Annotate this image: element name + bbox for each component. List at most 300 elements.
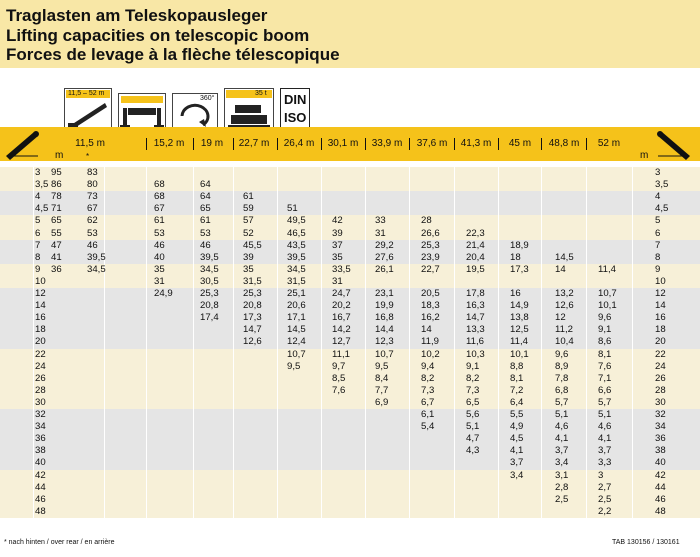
- capacity-cell: 62: [87, 215, 98, 227]
- capacity-cell: 14,9: [510, 300, 529, 312]
- capacity-cell: 11,2: [555, 324, 573, 336]
- capacity-cell: 9,6: [598, 312, 612, 324]
- radius-cell: 20: [35, 336, 46, 348]
- capacity-cell: 31: [375, 227, 386, 239]
- header-separator: [541, 138, 542, 150]
- capacity-cell: 46: [87, 239, 98, 251]
- capacity-cell: 35: [243, 263, 254, 275]
- capacity-cell: 4,6: [598, 421, 612, 433]
- capacity-cell: 8,9: [555, 360, 569, 372]
- capacity-cell: 30,5: [200, 275, 219, 287]
- capacity-cell: 46: [154, 239, 165, 251]
- capacity-cell: 67: [87, 203, 98, 215]
- header-separator: [146, 138, 147, 150]
- radius-cell-right: 12: [655, 288, 666, 299]
- header-separator: [586, 138, 587, 150]
- capacity-cell: 14,5: [287, 324, 306, 336]
- radius-cell: 42: [35, 469, 46, 481]
- capacity-cell: 11,9: [421, 336, 439, 348]
- capacity-cell: 36: [51, 263, 62, 275]
- capacity-cell: 7,6: [598, 360, 612, 372]
- capacity-cell: 18: [510, 251, 521, 263]
- capacity-cell: 53: [154, 227, 165, 239]
- capacity-cell: 80: [87, 179, 98, 191]
- capacity-cell: 9,5: [287, 360, 301, 372]
- boom-length-header: 15,2 m: [153, 138, 185, 149]
- radius-cell: 4: [35, 191, 41, 203]
- counterweight-label: 35 t: [255, 90, 267, 97]
- boom-range-icon: [64, 88, 112, 132]
- row-band: [0, 349, 700, 410]
- capacity-cell: 20,2: [332, 300, 351, 312]
- radius-cell-right: 38: [655, 445, 666, 457]
- radius-cell: 16: [35, 312, 46, 324]
- radius-cell-right: 14: [655, 300, 666, 312]
- capacity-cell: 61: [200, 215, 211, 227]
- capacity-cell: 64: [200, 179, 211, 191]
- column-separator: [233, 167, 234, 518]
- capacity-cell: 29,2: [375, 239, 394, 251]
- radius-cell: 38: [35, 445, 46, 457]
- capacity-cell: 26,6: [421, 227, 440, 239]
- capacity-cell: 3,7: [598, 445, 612, 457]
- boom-length-header: 37,6 m: [416, 138, 448, 149]
- capacity-cell: 31,5: [243, 275, 262, 287]
- capacity-cell: 12,7: [332, 336, 351, 348]
- capacity-cell: 45,5: [243, 239, 262, 251]
- title-french: Forces de levage à la flèche télescopique: [6, 45, 340, 64]
- radius-cell-right: 24: [655, 360, 666, 372]
- radius-cell: 24: [35, 360, 46, 372]
- capacity-cell: 12,5: [510, 324, 529, 336]
- header-separator: [498, 138, 499, 150]
- capacity-cell: 9,1: [466, 360, 480, 372]
- capacity-cell: 25,3: [243, 288, 262, 299]
- header-separator: [454, 138, 455, 150]
- column-separator: [541, 167, 542, 518]
- capacity-cell: 14,5: [555, 251, 574, 263]
- capacity-cell: 10,1: [598, 300, 617, 312]
- radius-cell-right: 18: [655, 324, 666, 336]
- radius-cell: 8: [35, 251, 41, 263]
- capacity-cell: 34,5: [200, 263, 219, 275]
- radius-cell-right: 3: [655, 167, 661, 178]
- radius-cell: 40: [35, 457, 46, 469]
- capacity-cell: 23,9: [421, 251, 440, 263]
- capacity-cell: 4,7: [466, 433, 480, 445]
- radius-cell: 44: [35, 481, 46, 493]
- radius-cell-right: 42: [655, 469, 666, 481]
- capacity-cell: 5,1: [466, 421, 480, 433]
- capacity-cell: 20,6: [287, 300, 306, 312]
- capacity-cell: 41: [51, 251, 62, 263]
- row-band: [0, 215, 700, 239]
- capacity-cell: 23,1: [375, 288, 394, 299]
- capacity-cell: 9,6: [555, 348, 569, 360]
- capacity-cell: 13,3: [466, 324, 485, 336]
- capacity-cell: 86: [51, 179, 62, 191]
- column-separator: [454, 167, 455, 518]
- capacity-cell: 7,6: [332, 384, 346, 396]
- radius-cell-right: 10: [655, 275, 666, 287]
- rotation-label: 360°: [200, 95, 215, 102]
- capacity-cell: 34,5: [287, 263, 306, 275]
- capacity-cell: 17,1: [287, 312, 306, 324]
- boom-length-header: 48,8 m: [548, 138, 580, 149]
- capacity-cell: 14,2: [332, 324, 351, 336]
- capacity-cell: 8,2: [421, 372, 435, 384]
- capacity-cell: 83: [87, 167, 98, 178]
- capacity-cell: 5,1: [598, 409, 612, 420]
- capacity-cell: 10,7: [375, 348, 394, 360]
- capacity-cell: 6,1: [421, 409, 435, 420]
- radius-cell: 14: [35, 300, 46, 312]
- capacity-cell: 53: [200, 227, 211, 239]
- capacity-cell: 4,9: [510, 421, 524, 433]
- capacity-cell: 3,4: [510, 469, 524, 481]
- radius-cell: 4,5: [35, 203, 49, 215]
- radius-cell-right: 4,5: [655, 203, 669, 215]
- radius-cell-right: 9: [655, 263, 661, 275]
- column-separator: [365, 167, 366, 518]
- capacity-cell: 68: [154, 179, 165, 191]
- capacity-cell: 43,5: [287, 239, 306, 251]
- capacity-cell: 16,8: [375, 312, 394, 324]
- capacity-cell: 46: [200, 239, 211, 251]
- radius-cell: 10: [35, 275, 46, 287]
- capacity-cell: 4,1: [598, 433, 612, 445]
- capacity-cell: 8,6: [598, 336, 612, 348]
- radius-cell: 12: [35, 288, 46, 299]
- header-separator: [193, 138, 194, 150]
- row-band: [0, 191, 700, 215]
- column-separator: [104, 167, 105, 518]
- capacity-cell: 35: [154, 263, 165, 275]
- capacity-cell: 46,5: [287, 227, 306, 239]
- column-separator: [498, 167, 499, 518]
- capacity-cell: 65: [51, 215, 62, 227]
- title-band: [0, 0, 700, 68]
- radius-cell-right: 32: [655, 409, 666, 420]
- header-separator: [409, 138, 410, 150]
- capacity-cell: 55: [51, 227, 62, 239]
- column-separator: [277, 167, 278, 518]
- boom-length-header: 52 m: [597, 138, 621, 149]
- radius-cell-right: 36: [655, 433, 666, 445]
- capacity-cell: 18,3: [421, 300, 440, 312]
- capacity-cell: 12,6: [555, 300, 574, 312]
- header-separator: [233, 138, 234, 150]
- capacity-cell: 16: [510, 288, 521, 299]
- capacity-cell: 12: [555, 312, 566, 324]
- boom-length-header: 45 m: [508, 138, 532, 149]
- radius-cell-right: 34: [655, 421, 666, 433]
- capacity-cell: 11,1: [332, 348, 350, 360]
- capacity-cell: 14,4: [375, 324, 394, 336]
- radius-cell-right: 8: [655, 251, 661, 263]
- radius-cell-right: 3,5: [655, 179, 669, 191]
- capacity-cell: 53: [87, 227, 98, 239]
- capacity-cell: 26,1: [375, 263, 394, 275]
- capacity-cell: 17,3: [243, 312, 262, 324]
- capacity-cell: 49,5: [287, 215, 306, 227]
- capacity-cell: 5,4: [421, 421, 435, 433]
- capacity-cell: 39,5: [87, 251, 106, 263]
- radius-cell: 3: [35, 167, 41, 178]
- boom-radius-icon-left: [4, 128, 44, 160]
- capacity-cell: 6,6: [598, 384, 612, 396]
- capacity-cell: 12,3: [375, 336, 394, 348]
- capacity-cell: 20,4: [466, 251, 485, 263]
- radius-cell-right: 48: [655, 505, 666, 517]
- radius-cell: 18: [35, 324, 46, 336]
- radius-cell: 28: [35, 384, 46, 396]
- capacity-cell: 14: [555, 263, 566, 275]
- radius-cell: 48: [35, 505, 46, 517]
- title-german: Traglasten am Teleskopausleger: [6, 6, 268, 25]
- capacity-cell: 13,2: [555, 288, 574, 299]
- capacity-cell: 5,1: [555, 409, 569, 420]
- capacity-cell: 21,4: [466, 239, 485, 251]
- radius-cell-right: 28: [655, 384, 666, 396]
- radius-cell: 6: [35, 227, 41, 239]
- capacity-cell: 8,5: [332, 372, 346, 384]
- radius-cell-right: 46: [655, 493, 666, 505]
- footer-note: * nach hinten / over rear / en arrière: [4, 539, 115, 546]
- header-separator: [321, 138, 322, 150]
- radius-cell: 9: [35, 263, 41, 275]
- radius-cell-right: 44: [655, 481, 666, 493]
- radius-cell: 22: [35, 348, 46, 360]
- counterweight-icon: [224, 88, 274, 132]
- column-separator: [409, 167, 410, 518]
- capacity-cell: 9,5: [375, 360, 389, 372]
- capacity-cell: 25,3: [200, 288, 219, 299]
- capacity-cell: 10,2: [421, 348, 440, 360]
- capacity-cell: 73: [87, 191, 98, 203]
- capacity-cell: 2,8: [555, 481, 569, 493]
- capacity-cell: 16,7: [332, 312, 351, 324]
- din-iso-badge: [280, 88, 310, 132]
- capacity-cell: 3: [598, 469, 604, 481]
- unit-left: m: [55, 150, 64, 161]
- capacity-cell: 7,8: [555, 372, 569, 384]
- capacity-cell: 14,7: [466, 312, 485, 324]
- boom-length-header: 11,5 m: [75, 138, 105, 149]
- capacity-cell: 31: [154, 275, 165, 287]
- capacity-cell: 5,7: [598, 396, 612, 408]
- header-separator: [365, 138, 366, 150]
- capacity-cell: 22,3: [466, 227, 485, 239]
- capacity-cell: 8,1: [510, 372, 524, 384]
- capacity-cell: 57: [243, 215, 254, 227]
- iso-label: ISO: [284, 110, 307, 125]
- row-band: [0, 167, 700, 191]
- radius-cell-right: 6: [655, 227, 661, 239]
- radius-cell-right: 22: [655, 348, 666, 360]
- capacity-cell: 17,4: [200, 312, 219, 324]
- capacity-cell: 10,3: [466, 348, 485, 360]
- capacity-cell: 4,1: [510, 445, 524, 457]
- capacity-cell: 31: [332, 275, 343, 287]
- capacity-cell: 22,7: [421, 263, 440, 275]
- capacity-cell: 3,1: [555, 469, 569, 481]
- capacity-cell: 7,7: [375, 384, 389, 396]
- column-separator: [193, 167, 194, 518]
- capacity-cell: 17,8: [466, 288, 485, 299]
- capacity-cell: 27,6: [375, 251, 394, 263]
- capacity-cell: 8,8: [510, 360, 524, 372]
- capacity-cell: 42: [332, 215, 343, 227]
- radius-cell: 7: [35, 239, 41, 251]
- capacity-cell: 12,6: [243, 336, 262, 348]
- radius-cell-right: 30: [655, 396, 666, 408]
- radius-cell-right: 4: [655, 191, 661, 203]
- capacity-cell: 4,3: [466, 445, 480, 457]
- header-separator: [277, 138, 278, 150]
- capacity-cell: 40: [154, 251, 165, 263]
- capacity-cell: 10,4: [555, 336, 574, 348]
- row-band: [0, 470, 700, 518]
- radius-cell: 30: [35, 396, 46, 408]
- capacity-cell: 19,5: [466, 263, 485, 275]
- radius-cell-right: 16: [655, 312, 666, 324]
- capacity-cell: 67: [154, 203, 165, 215]
- capacity-cell: 65: [200, 203, 211, 215]
- capacity-cell: 39: [332, 227, 343, 239]
- capacity-cell: 6,8: [555, 384, 569, 396]
- boom-length-header: 30,1 m: [327, 138, 359, 149]
- capacity-cell: 33,5: [332, 263, 351, 275]
- unit-right: m: [640, 150, 649, 161]
- capacity-cell: 24,9: [154, 288, 173, 299]
- capacity-cell: 16,3: [466, 300, 485, 312]
- capacity-cell: 5,5: [510, 409, 524, 420]
- capacity-cell: 34,5: [87, 263, 106, 275]
- capacity-cell: 8,1: [598, 348, 612, 360]
- boom-length-header: 19 m: [200, 138, 224, 149]
- capacity-cell: 4,6: [555, 421, 569, 433]
- capacity-cell: 3,7: [510, 457, 524, 469]
- column-separator: [632, 167, 633, 518]
- title-english: Lifting capacities on telescopic boom: [6, 26, 310, 45]
- capacity-cell: 6,9: [375, 396, 389, 408]
- capacity-cell: 6,7: [421, 396, 435, 408]
- asterisk-mark: *: [86, 152, 90, 161]
- radius-cell: 26: [35, 372, 46, 384]
- radius-cell: 36: [35, 433, 46, 445]
- capacity-cell: 35: [332, 251, 343, 263]
- capacity-cell: 6,4: [510, 396, 524, 408]
- capacity-cell: 51: [287, 203, 298, 215]
- radius-cell: 34: [35, 421, 46, 433]
- capacity-cell: 24,7: [332, 288, 351, 299]
- capacity-cell: 61: [243, 191, 254, 203]
- boom-length-header: 22,7 m: [238, 138, 270, 149]
- column-separator: [146, 167, 147, 518]
- capacity-cell: 10,7: [598, 288, 617, 299]
- radius-cell-right: 7: [655, 239, 661, 251]
- capacity-cell: 9,4: [421, 360, 435, 372]
- capacity-cell: 7,1: [598, 372, 612, 384]
- capacity-cell: 12,4: [287, 336, 306, 348]
- boom-length-header: 33,9 m: [371, 138, 403, 149]
- capacity-cell: 2,5: [598, 493, 612, 505]
- capacity-cell: 8,4: [375, 372, 389, 384]
- radius-cell: 3,5: [35, 179, 49, 191]
- capacity-cell: 59: [243, 203, 254, 215]
- capacity-cell: 52: [243, 227, 254, 239]
- capacity-cell: 8,2: [466, 372, 480, 384]
- capacity-cell: 11,4: [598, 263, 616, 275]
- capacity-cell: 28: [421, 215, 432, 227]
- column-separator: [321, 167, 322, 518]
- capacity-cell: 25,3: [421, 239, 440, 251]
- capacity-cell: 39,5: [200, 251, 219, 263]
- capacity-cell: 47: [51, 239, 62, 251]
- capacity-cell: 5,7: [555, 396, 569, 408]
- capacity-cell: 5,6: [466, 409, 480, 420]
- capacity-cell: 10,7: [287, 348, 306, 360]
- radius-cell-right: 20: [655, 336, 666, 348]
- radius-cell-right: 40: [655, 457, 666, 469]
- capacity-cell: 71: [51, 203, 62, 215]
- capacity-cell: 2,5: [555, 493, 569, 505]
- table-reference: TAB 130156 / 130161: [612, 539, 680, 546]
- capacity-cell: 64: [200, 191, 211, 203]
- capacity-cell: 11,4: [510, 336, 528, 348]
- capacity-cell: 3,7: [555, 445, 569, 457]
- capacity-cell: 10,1: [510, 348, 529, 360]
- capacity-cell: 4,5: [510, 433, 524, 445]
- capacity-cell: 20,5: [421, 288, 440, 299]
- capacity-cell: 13,8: [510, 312, 529, 324]
- capacity-cell: 11,6: [466, 336, 484, 348]
- capacity-cell: 3,3: [598, 457, 612, 469]
- capacity-cell: 2,2: [598, 505, 612, 517]
- capacity-cell: 4,1: [555, 433, 569, 445]
- capacity-cell: 61: [154, 215, 165, 227]
- capacity-cell: 20,8: [243, 300, 262, 312]
- capacity-cell: 20,8: [200, 300, 219, 312]
- radius-cell-right: 26: [655, 372, 666, 384]
- capacity-cell: 7,2: [510, 384, 524, 396]
- boom-length-header: 26,4 m: [283, 138, 315, 149]
- capacity-cell: 39,5: [287, 251, 306, 263]
- capacity-cell: 39: [243, 251, 254, 263]
- capacity-cell: 14,7: [243, 324, 262, 336]
- radius-cell: 32: [35, 409, 46, 420]
- din-label: DIN: [284, 92, 307, 107]
- capacity-cell: 14: [421, 324, 432, 336]
- radius-cell: 46: [35, 493, 46, 505]
- radius-cell-right: 5: [655, 215, 661, 227]
- capacity-cell: 7,3: [466, 384, 480, 396]
- capacity-cell: 3,4: [555, 457, 569, 469]
- capacity-cell: 68: [154, 191, 165, 203]
- row-band: [0, 409, 700, 470]
- column-separator: [586, 167, 587, 518]
- radius-cell: 5: [35, 215, 41, 227]
- capacity-cell: 17,3: [510, 263, 529, 275]
- capacity-cell: 25,1: [287, 288, 306, 299]
- capacity-cell: 78: [51, 191, 62, 203]
- capacity-cell: 6,5: [466, 396, 480, 408]
- capacity-cell: 37: [332, 239, 343, 251]
- capacity-cell: 31,5: [287, 275, 306, 287]
- capacity-cell: 9,1: [598, 324, 612, 336]
- column-separator: [33, 167, 34, 518]
